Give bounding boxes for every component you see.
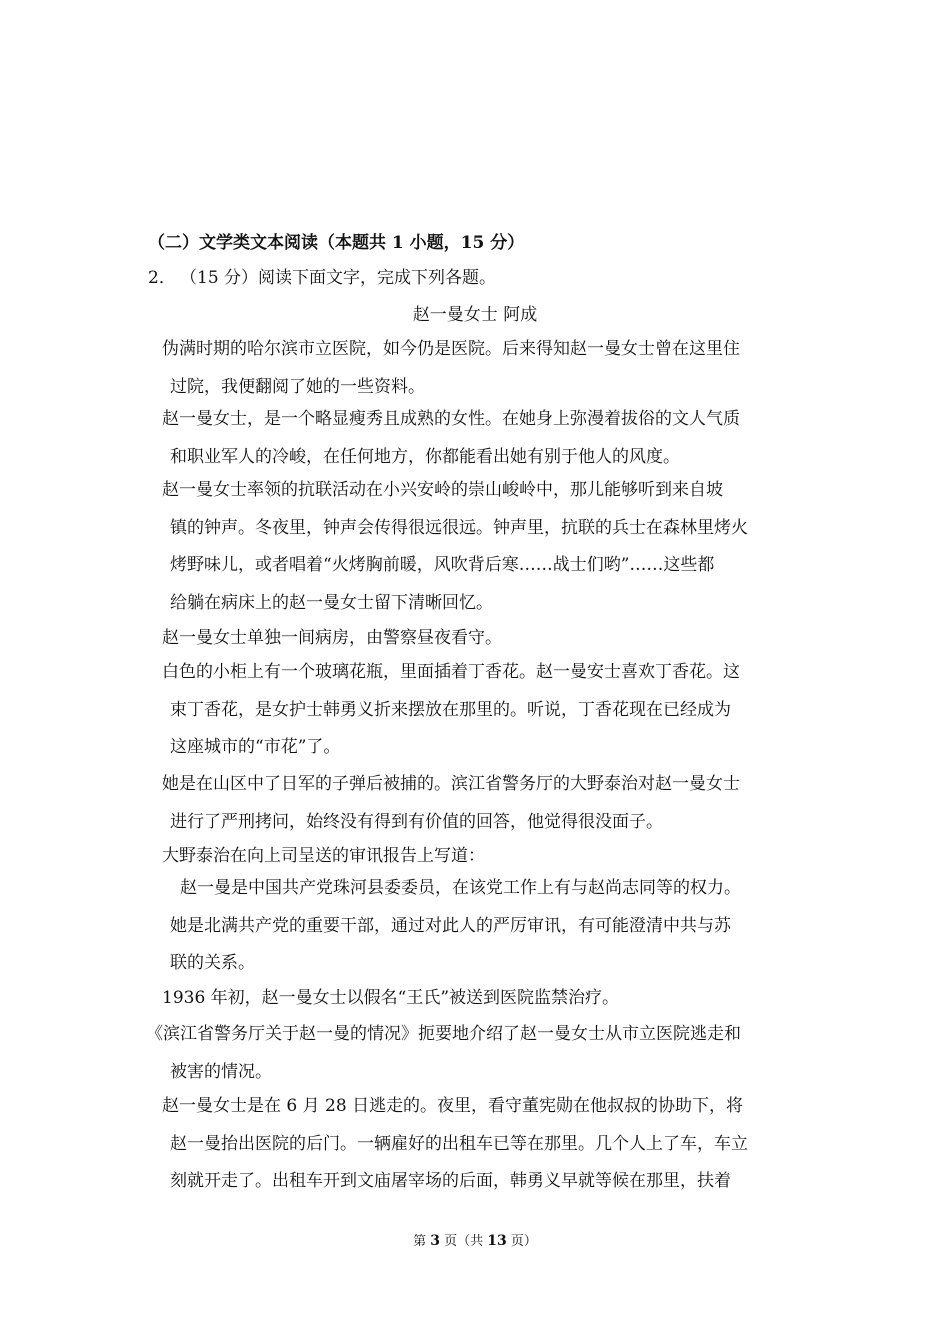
paragraph xyxy=(162,766,812,841)
paragraph xyxy=(162,980,812,1018)
paragraph xyxy=(162,401,812,476)
text-line: 赵一曼抬出医院的后门。一辆雇好的出租车已等在那里。几个人上了车，车立 xyxy=(170,1133,748,1154)
text-line: 赵一曼女士，是一个略显瘦秀且成熟的女性。在她身上弥漫着拔俗的文人气质 xyxy=(162,409,740,429)
total-page-number: 13 xyxy=(487,1233,507,1249)
text-line: 联的关系。 xyxy=(170,953,255,973)
page-footer xyxy=(0,1230,950,1249)
paragraph xyxy=(162,654,812,767)
text-line: 和职业军人的冷峻，在任何地方，你都能看出她有别于他人的风度。 xyxy=(170,446,680,467)
text-line: 过院，我便翻阅了她的一些资料。 xyxy=(170,376,425,397)
paragraph xyxy=(162,472,812,622)
text-line: 白色的小柜上有一个玻璃花瓶，里面插着丁香花。赵一曼安士喜欢丁香花。这 xyxy=(162,662,740,682)
footer-middle: 页（共 xyxy=(440,1234,488,1249)
text-line: 赵一曼女士率领的抗联活动在小兴安岭的崇山峻岭中，那儿能够听到来自坡 xyxy=(162,480,723,500)
text-line: 她是北满共产党的重要干部，通过对此人的严厉审讯，有可能澄清中共与苏 xyxy=(170,915,731,936)
text-line: 赵一曼女士单独一间病房，由警察昼夜看守。 xyxy=(162,628,502,648)
quoted-report xyxy=(162,870,812,983)
text-line: 烤野味儿，或者唱着“火烤胸前暖，风吹背后寒……战士们哟”……这些都 xyxy=(170,555,715,575)
text-line: 赵一曼女士是在 6 月 28 日逃走的。夜里，看守董宪勋在他叔叔的协助下，将 xyxy=(162,1096,744,1116)
text-line: 这座城市的“市花”了。 xyxy=(170,737,341,757)
text-line: 束丁香花，是女护士韩勇义折来摆放在那里的。听说，丁香花现在已经成为 xyxy=(170,699,731,720)
footer-prefix: 第 xyxy=(413,1234,431,1249)
section-title: （二）文学类文本阅读（本题共 1 小题，15 分） xyxy=(148,233,525,253)
text-line: 镇的钟声。冬夜里，钟声会传得很远很远。钟声里，抗联的兵士在森林里烤火 xyxy=(170,517,748,538)
text-line: 她是在山区中了日军的子弹后被捕的。滨江省警务厅的大野泰治对赵一曼女士 xyxy=(162,774,740,794)
text-line: 《滨江省警务厅关于赵一曼的情况》扼要地介绍了赵一曼女士从市立医院逃走和 xyxy=(146,1024,741,1044)
paragraph xyxy=(146,1016,796,1091)
paragraph xyxy=(162,620,812,658)
text-line: 赵一曼是中国共产党珠河县委委员，在该党工作上有与赵尚志同等的权力。 xyxy=(180,878,741,898)
question-number: 2． xyxy=(148,268,176,288)
question-line xyxy=(148,263,496,288)
question-text: （15 分）阅读下面文字，完成下列各题。 xyxy=(180,268,497,288)
text-line: 伪满时期的哈尔滨市立医院，如今仍是医院。后来得知赵一曼女士曾在这里住 xyxy=(162,339,740,359)
text-line: 刻就开走了。出租车开到文庙屠宰场的后面，韩勇义早就等候在那里，扶着 xyxy=(170,1171,731,1191)
current-page-number: 3 xyxy=(430,1233,440,1249)
paragraph xyxy=(162,331,812,406)
text-line: 被害的情况。 xyxy=(170,1061,272,1082)
paragraph xyxy=(162,1088,812,1201)
text-line: 大野泰治在向上司呈送的审讯报告上写道： xyxy=(162,846,485,866)
text-line: 给躺在病床上的赵一曼女士留下清晰回忆。 xyxy=(170,592,493,613)
footer-suffix: 页） xyxy=(506,1234,537,1249)
text-line: 1936 年初，赵一曼女士以假名“王氏”被送到医院监禁治疗。 xyxy=(162,988,620,1008)
text-line: 进行了严刑拷问，始终没有得到有价值的回答，他觉得很没面子。 xyxy=(170,811,663,832)
article-title: 赵一曼女士 阿成 xyxy=(412,305,538,325)
